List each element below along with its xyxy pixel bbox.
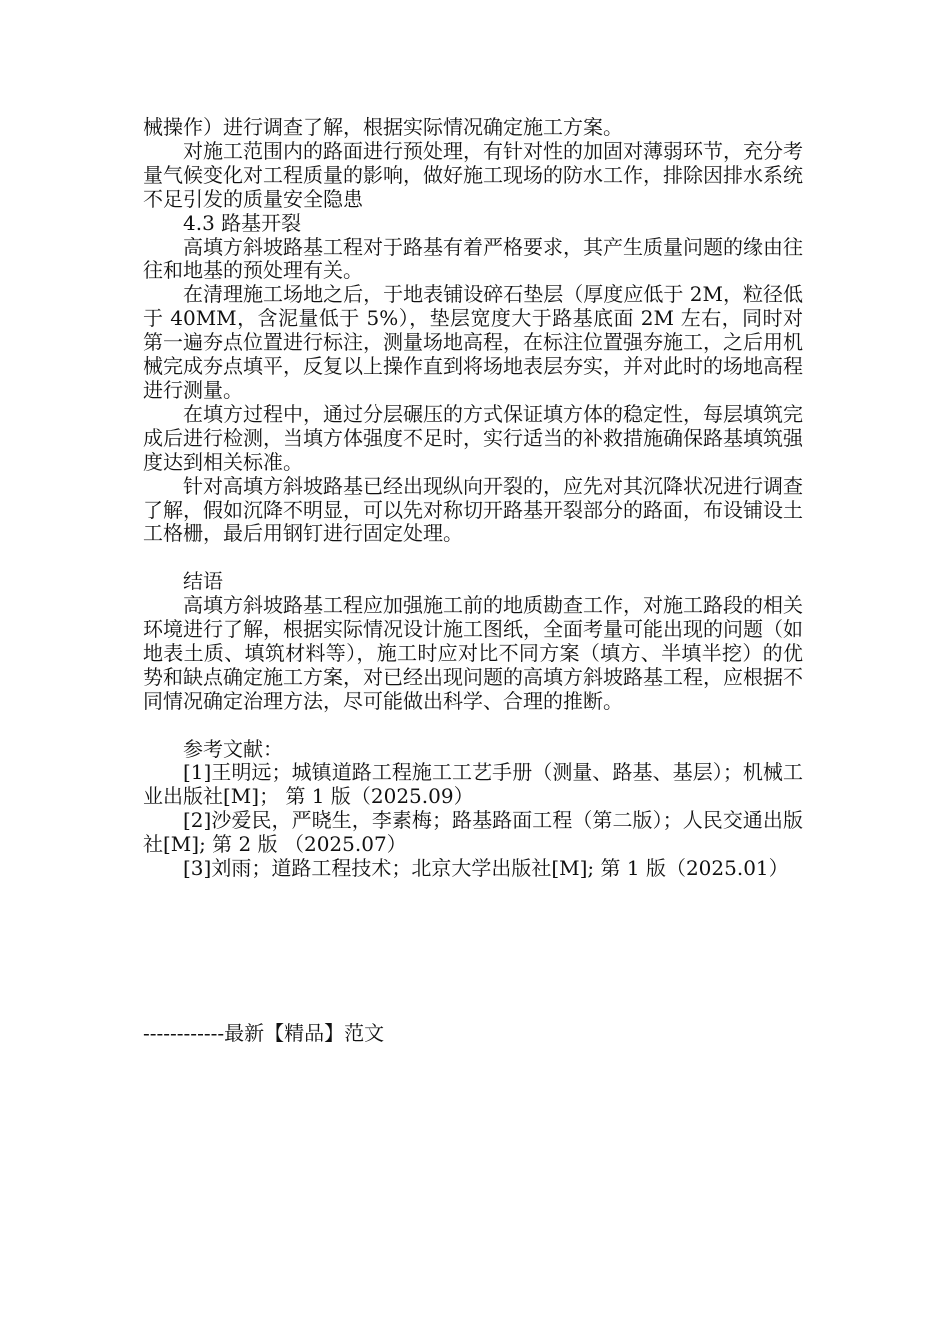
references-heading: 参考文献： — [183, 736, 283, 761]
paragraph-continuation: 械操作）进行调查了解，根据实际情况确定施工方案。 — [143, 115, 623, 139]
paragraph-gravel-cushion: 在清理施工场地之后，于地表铺设碎石垫层（厚度应低于 2M，粒径低于 40MM，含泥量低于 5%），垫层宽度大于路基底面 2M 左右，同时对第一遍夯点位置进行标注，测量场地高程，在标注位置强夯施工，之后用机械完成夯点填平，反复以上操作直到将场地表层夯实，并对此时的场地高程进行测量。 — [143, 282, 803, 402]
conclusion-heading: 结语 — [183, 569, 223, 594]
reference-item: [3]刘雨；道路工程技术；北京大学出版社[M]; 第 1 版（2025.01） — [183, 856, 789, 881]
reference-item: [2]沙爱民，严晓生，李素梅；路基路面工程（第二版）；人民交通出版社[M]; 第 2 版 （2025.07） — [143, 808, 803, 857]
section-heading-4-3: 4.3 路基开裂 — [183, 210, 302, 235]
paragraph-longitudinal-crack: 针对高填方斜坡路基已经出现纵向开裂的，应先对其沉降状况进行调查了解，假如沉降不明显，可以先对称切开路基开裂部分的路面，布设铺设土工格栅，最后用钢钉进行固定处理。 — [143, 473, 803, 546]
paragraph-layered-compaction: 在填方过程中，通过分层碾压的方式保证填方体的稳定性，每层填筑完成后进行检测，当填方体强度不足时，实行适当的补救措施确保路基填筑强度达到相关标准。 — [143, 401, 803, 474]
document-body — [143, 116, 803, 881]
paragraph-pretreatment: 对施工范围内的路面进行预处理，有针对性的加固对薄弱环节，充分考量气候变化对工程质量的影响，做好施工现场的防水工作，排除因排水系统不足引发的质量安全隐患 — [143, 138, 803, 211]
spacer — [143, 714, 803, 738]
page-footer: ------------最新【精品】范文 — [143, 1021, 385, 1045]
conclusion-paragraph: 高填方斜坡路基工程应加强施工前的地质勘查工作，对施工路段的相关环境进行了解，根据实际情况设计施工图纸，全面考量可能出现的问题（如地表土质、填筑材料等），施工时应对比不同方案（填方、半填半挖）的优势和缺点确定施工方案，对已经出现问题的高填方斜坡路基工程，应根据不同情况确定治理方法，尽可能做出科学、合理的推断。 — [143, 593, 803, 713]
reference-item: [1]王明远；城镇道路工程施工工艺手册（测量、路基、基层）；机械工业出版社[M]； 第 1 版（2025.09） — [143, 760, 803, 809]
spacer — [143, 546, 803, 570]
paragraph-subgrade-requirements: 高填方斜坡路基工程对于路基有着严格要求，其产生质量问题的缘由往往和地基的预处理有关。 — [143, 234, 803, 283]
